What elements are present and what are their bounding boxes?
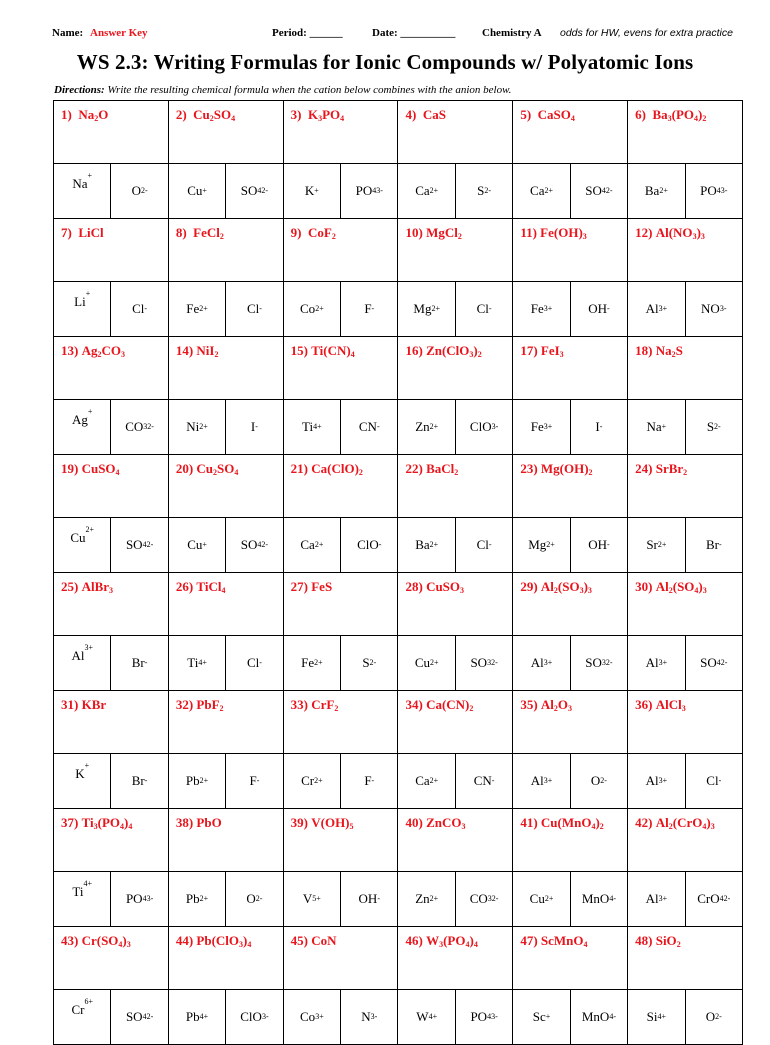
answer-cell: 5) CaSO$_4$ (513, 101, 628, 164)
ion-pair-cell (283, 164, 398, 219)
anion: SO 32- (570, 636, 627, 690)
ion-pair-cell (628, 754, 743, 809)
directions-text: Write the resulting chemical formula when the cation below combines with the anion below. (107, 84, 512, 96)
anion: CN - (455, 754, 512, 808)
ion-pair-cell (628, 872, 743, 927)
cation: Cu + (187, 183, 207, 198)
anion: ClO 3- (225, 990, 282, 1044)
ion-pair-cell (54, 990, 169, 1045)
cation: Ca 2+ (530, 183, 553, 198)
page-title: WS 2.3: Writing Formulas for Ionic Compounds w/ Polyatomic Ions (76, 50, 694, 74)
cation: Al 3+ (530, 773, 553, 788)
ion-pair-cell (628, 400, 743, 455)
anion: Br - (685, 518, 742, 572)
answer-cell: 28) CuSO$_3$ (398, 573, 513, 636)
ion-row (54, 872, 743, 927)
answer-cell: 34) $Ca(CN)_2$ (398, 691, 513, 754)
ion-pair-cell (513, 754, 628, 809)
answer-cell: 29) $Al_2(SO_3)_3$ (513, 573, 628, 636)
answer-cell: 33) CrF$_2$ (283, 691, 398, 754)
answer-cell: 38) PbO (168, 809, 283, 872)
ion-row (54, 990, 743, 1045)
ion-row (54, 164, 743, 219)
answer-cell: 22) BaCl$_2$ (398, 455, 513, 518)
ion-pair-cell (398, 518, 513, 573)
ion-pair-cell (398, 400, 513, 455)
ion-pair-cell (628, 990, 743, 1045)
answer-cell: 41) $Cu(MnO_4)_2$ (513, 809, 628, 872)
anion: OH - (570, 518, 627, 572)
cation: Zn 2+ (415, 891, 439, 906)
anion: SO 42- (225, 518, 282, 572)
cation: Pb 4+ (185, 1009, 209, 1024)
worksheet-body (54, 101, 743, 1045)
ion-pair-cell (54, 400, 169, 455)
answer-cell: 12) $Al(NO_3)_3$ (628, 219, 743, 282)
cation: Cu 2+ (70, 525, 95, 545)
answer-cell: 30) $Al_2(SO_4)_3$ (628, 573, 743, 636)
answer-cell: 32) PbF$_2$ (168, 691, 283, 754)
ion-row (54, 636, 743, 691)
cation: Sr 2+ (646, 537, 667, 552)
ion-pair-cell (398, 754, 513, 809)
anion: Cl - (225, 636, 282, 690)
cation: Ti 4+ (187, 655, 207, 670)
anion: S 2- (685, 400, 742, 454)
name-label: Name: (52, 27, 84, 39)
answer-cell: 24) SrBr$_2$ (628, 455, 743, 518)
cation: Fe 2+ (186, 301, 208, 316)
cation: Fe 2+ (301, 655, 323, 670)
ion-pair-cell (168, 636, 283, 691)
ion-pair-cell (513, 400, 628, 455)
anion: CN - (340, 400, 397, 454)
answer-row (54, 455, 743, 518)
cation: Ca 2+ (415, 773, 439, 788)
answer-cell: 19) CuSO$_4$ (54, 455, 169, 518)
cation: Mg 2+ (413, 301, 440, 316)
cation: Pb 2+ (185, 891, 209, 906)
ion-pair-cell (168, 282, 283, 337)
date-label: Date: __________ (372, 27, 456, 39)
cation: Ca 2+ (300, 537, 324, 552)
answer-cell: 11) $Fe(OH)_3$ (513, 219, 628, 282)
cation: Al 3+ (645, 655, 668, 670)
answer-cell: 31) KBr (54, 691, 169, 754)
anion: MnO 4- (570, 872, 627, 926)
ion-pair-cell (398, 636, 513, 691)
cation: Cu + (187, 537, 207, 552)
ion-pair-cell (54, 282, 169, 337)
ion-pair-cell (398, 872, 513, 927)
ion-pair-cell (54, 636, 169, 691)
anion: PO 43- (340, 164, 397, 218)
ion-pair-cell (54, 872, 169, 927)
anion: O 2- (570, 754, 627, 808)
ion-pair-cell (628, 636, 743, 691)
anion: OH - (340, 872, 397, 926)
anion: N 3- (340, 990, 397, 1044)
answer-cell: 35) $Al_2O_3$ (513, 691, 628, 754)
cation: Co 2+ (300, 301, 324, 316)
anion: PO 43- (110, 872, 167, 926)
ion-pair-cell (54, 518, 169, 573)
answer-cell: 23) $Mg(OH)_2$ (513, 455, 628, 518)
ion-pair-cell (168, 990, 283, 1045)
cation: V 5+ (302, 891, 321, 906)
anion: CO 32- (110, 400, 167, 454)
ion-pair-cell (513, 282, 628, 337)
ion-pair-cell (54, 754, 169, 809)
anion: Cl - (455, 518, 512, 572)
answer-cell: 9) CoF$_2$ (283, 219, 398, 282)
answer-cell: 25) AlBr$_3$ (54, 573, 169, 636)
ion-pair-cell (628, 282, 743, 337)
anion: SO 42- (570, 164, 627, 218)
anion: Br - (110, 636, 167, 690)
anion: Cl - (455, 282, 512, 336)
ion-pair-cell (283, 754, 398, 809)
cation: Ba 2+ (644, 183, 668, 198)
cation: Ba 2+ (415, 537, 439, 552)
cation: Cu 2+ (414, 655, 439, 670)
ion-pair-cell (168, 400, 283, 455)
anion: Br - (110, 754, 167, 808)
anion: F - (340, 754, 397, 808)
class-label: Chemistry A (482, 27, 542, 39)
cation: Na + (646, 419, 667, 434)
anion: F - (225, 754, 282, 808)
cation: Al 3+ (530, 655, 553, 670)
cation: Si 4+ (646, 1009, 667, 1024)
answer-cell: 42) $Al_2(CrO_4)_3$ (628, 809, 743, 872)
answer-cell: 7) LiCl (54, 219, 169, 282)
cation: Al 3+ (645, 773, 668, 788)
answer-row (54, 101, 743, 164)
answer-cell: 40) ZnCO$_3$ (398, 809, 513, 872)
anion: PO 43- (455, 990, 512, 1044)
cation: Li + (74, 289, 91, 309)
answer-cell: 36) AlCl$_3$ (628, 691, 743, 754)
worksheet-grid (53, 100, 743, 1045)
cation: K + (304, 183, 319, 198)
answer-cell: 16) $Zn(ClO_3)_2$ (398, 337, 513, 400)
answer-cell: 47) ScMnO$_4$ (513, 927, 628, 990)
answer-cell: 44) $Pb(ClO_3)_4$ (168, 927, 283, 990)
cation: Ti 4+ (302, 419, 322, 434)
anion: S 2- (455, 164, 512, 218)
ion-row (54, 282, 743, 337)
answer-cell: 27) FeS (283, 573, 398, 636)
ion-pair-cell (283, 282, 398, 337)
anion: CrO 42- (685, 872, 742, 926)
ion-row (54, 400, 743, 455)
ion-pair-cell (168, 872, 283, 927)
answer-cell: 20) $Cu_2SO_4$ (168, 455, 283, 518)
cation: Pb 2+ (185, 773, 209, 788)
ion-pair-cell (513, 518, 628, 573)
answer-cell: 6) $Ba_3(PO_4)_2$ (628, 101, 743, 164)
answer-cell: 2) $Cu_2SO_4$ (168, 101, 283, 164)
ion-pair-cell (628, 164, 743, 219)
directions-label: Directions: (54, 84, 105, 96)
answer-cell: 4) CaS (398, 101, 513, 164)
ion-pair-cell (283, 872, 398, 927)
name-value: Answer Key (90, 27, 148, 39)
ion-pair-cell (398, 990, 513, 1045)
homework-note: odds for HW, evens for extra practice (560, 27, 733, 39)
header (52, 27, 740, 45)
ion-pair-cell (513, 164, 628, 219)
anion: Cl - (685, 754, 742, 808)
answer-row (54, 573, 743, 636)
anion: NO 3- (685, 282, 742, 336)
ion-pair-cell (628, 518, 743, 573)
cation: Mg 2+ (528, 537, 555, 552)
cation: Co 3+ (300, 1009, 324, 1024)
anion: Cl - (225, 282, 282, 336)
cation: Al 3+ (645, 301, 668, 316)
ion-pair-cell (283, 636, 398, 691)
anion: O 2- (225, 872, 282, 926)
cation: Na + (72, 171, 93, 191)
anion: ClO - (340, 518, 397, 572)
cation: Fe 3+ (530, 419, 553, 434)
answer-cell: 39) $V(OH)_5$ (283, 809, 398, 872)
answer-row (54, 219, 743, 282)
answer-cell: 21) $Ca(ClO)_2$ (283, 455, 398, 518)
ion-pair-cell (54, 164, 169, 219)
anion: O 2- (110, 164, 167, 218)
cation: Al 3+ (645, 891, 668, 906)
answer-cell: 45) CoN (283, 927, 398, 990)
cation: W 4+ (416, 1009, 438, 1024)
anion: I - (570, 400, 627, 454)
directions (54, 84, 511, 96)
ion-pair-cell (283, 518, 398, 573)
answer-cell: 18) $Na_2S$ (628, 337, 743, 400)
period-label: Period: ______ (272, 27, 343, 39)
cation: Ag + (72, 407, 93, 427)
answer-cell: 37) $Ti_3(PO_4)_4$ (54, 809, 169, 872)
ion-pair-cell (283, 400, 398, 455)
anion: S 2- (340, 636, 397, 690)
cation: Al 3+ (71, 643, 93, 663)
answer-row (54, 337, 743, 400)
cation: Fe 3+ (530, 301, 553, 316)
anion: SO 42- (225, 164, 282, 218)
ion-pair-cell (513, 990, 628, 1045)
anion: MnO 4- (570, 990, 627, 1044)
anion: SO 42- (685, 636, 742, 690)
answer-cell: 1) $Na_2O$ (54, 101, 169, 164)
cation: Ca 2+ (415, 183, 439, 198)
cation: Ni 2+ (186, 419, 208, 434)
ion-pair-cell (283, 990, 398, 1045)
answer-cell: 26) TiCl$_4$ (168, 573, 283, 636)
ion-pair-cell (168, 164, 283, 219)
anion: I - (225, 400, 282, 454)
answer-cell: 13) $Ag_2CO_3$ (54, 337, 169, 400)
ion-pair-cell (513, 872, 628, 927)
anion: O 2- (685, 990, 742, 1044)
cation: Sc + (532, 1009, 551, 1024)
cation: Cr 2+ (301, 773, 323, 788)
answer-cell: 10) MgCl$_2$ (398, 219, 513, 282)
ion-row (54, 754, 743, 809)
answer-cell: 8) FeCl$_2$ (168, 219, 283, 282)
anion: SO 42- (110, 990, 167, 1044)
ion-pair-cell (168, 518, 283, 573)
ion-pair-cell (168, 754, 283, 809)
cation: Zn 2+ (415, 419, 439, 434)
ion-pair-cell (398, 282, 513, 337)
answer-cell: 15) $Ti(CN)_4$ (283, 337, 398, 400)
anion: SO 32- (455, 636, 512, 690)
anion: CO 32- (455, 872, 512, 926)
anion: ClO 3- (455, 400, 512, 454)
answer-cell: 3) $K_3PO_4$ (283, 101, 398, 164)
answer-cell: 46) $W_3(PO_4)_4$ (398, 927, 513, 990)
answer-cell: 17) FeI$_3$ (513, 337, 628, 400)
anion: SO 42- (110, 518, 167, 572)
ion-pair-cell (398, 164, 513, 219)
ion-row (54, 518, 743, 573)
cation: K + (75, 761, 90, 781)
ion-pair-cell (513, 636, 628, 691)
anion: OH - (570, 282, 627, 336)
anion: PO 43- (685, 164, 742, 218)
anion: Cl - (110, 282, 167, 336)
answer-row (54, 691, 743, 754)
cation: Cr 6+ (71, 997, 93, 1017)
answer-row (54, 927, 743, 990)
cation: Cu 2+ (529, 891, 554, 906)
answer-row (54, 809, 743, 872)
cation: Ti 4+ (72, 879, 93, 899)
answer-cell: 14) NiI$_2$ (168, 337, 283, 400)
answer-cell: 48) SiO$_2$ (628, 927, 743, 990)
anion: F - (340, 282, 397, 336)
answer-cell: 43) $Cr(SO_4)_3$ (54, 927, 169, 990)
